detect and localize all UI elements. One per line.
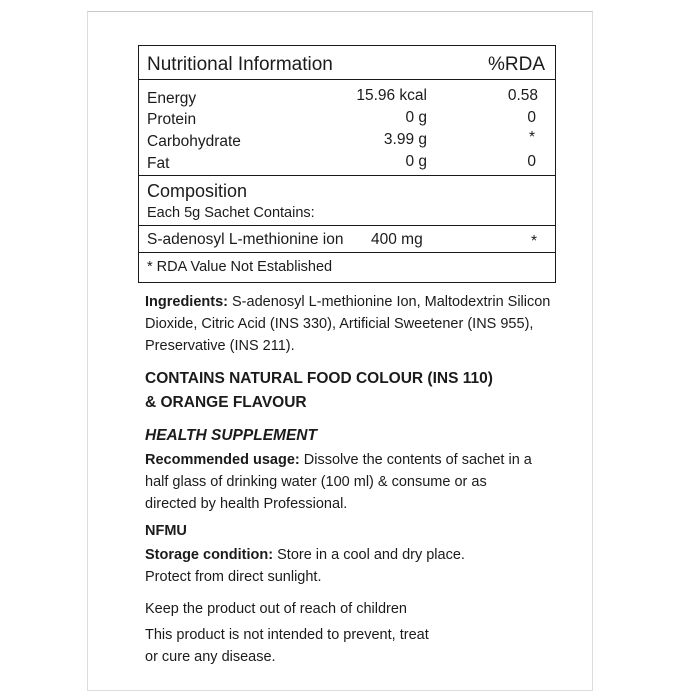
divider [139,175,555,176]
storage-paragraph [145,544,505,588]
row-fat-rda: 0 [527,153,536,170]
ingredient-name: S-adenosyl L-methionine ion [147,231,344,248]
nutrition-header-rda: %RDA [488,54,546,75]
nutrition-header-title: Nutritional Information [147,54,333,75]
colour-notice [145,367,493,415]
health-supplement-heading: HEALTH SUPPLEMENT [145,427,317,444]
children-warning: Keep the product out of reach of children [145,601,407,617]
storage-label: Storage condition: [145,547,274,563]
divider [139,79,555,80]
row-protein-name: Protein [147,111,197,128]
usage-text: Dissolve the contents of sachet in a half glass of drinking water (100 ml) & consume or as directed by health Professional. [145,452,532,512]
ingredients-text: S-adenosyl L-methionine Ion, Maltodextrin Silicon Dioxide, Citric Acid (INS 330), Artificial Sweetener (INS 955), Preservative (INS 211). [145,294,551,354]
ingredient-rda: * [530,233,537,250]
row-fat-value: 0 g [405,153,427,170]
nutrition-table [138,45,556,283]
row-energy-rda: 0.58 [507,87,538,104]
divider [139,252,555,253]
ingredients-paragraph [145,291,565,357]
row-carbohydrate-rda: * [528,129,535,146]
divider [139,225,555,226]
row-energy-value: 15.96 kcal [356,87,427,104]
row-carbohydrate-name: Carbohydrate [147,133,241,150]
row-fat-name: Fat [147,155,170,172]
disclaimer: This product is not intended to prevent, treat or cure any disease. [145,627,429,665]
usage-paragraph [145,449,535,515]
colour-notice-line1: CONTAINS NATURAL FOOD COLOUR (INS 110) [145,370,493,387]
row-protein-rda: 0 [527,109,536,126]
row-protein-value: 0 g [405,109,427,126]
storage-text: Store in a cool and dry place. Protect from direct sunlight. [145,547,465,585]
nfmu-heading: NFMU [145,523,187,539]
row-carbohydrate-value: 3.99 g [383,131,427,148]
composition-subtitle: Each 5g Sachet Contains: [147,205,315,221]
ingredients-label: Ingredients: [145,294,228,310]
composition-title: Composition [147,181,248,201]
colour-notice-line2: & ORANGE FLAVOUR [145,394,307,411]
row-energy-name: Energy [147,90,197,107]
rda-footnote: * RDA Value Not Established [147,259,333,275]
usage-label: Recommended usage: [145,452,300,468]
ingredient-value: 400 mg [371,231,423,248]
